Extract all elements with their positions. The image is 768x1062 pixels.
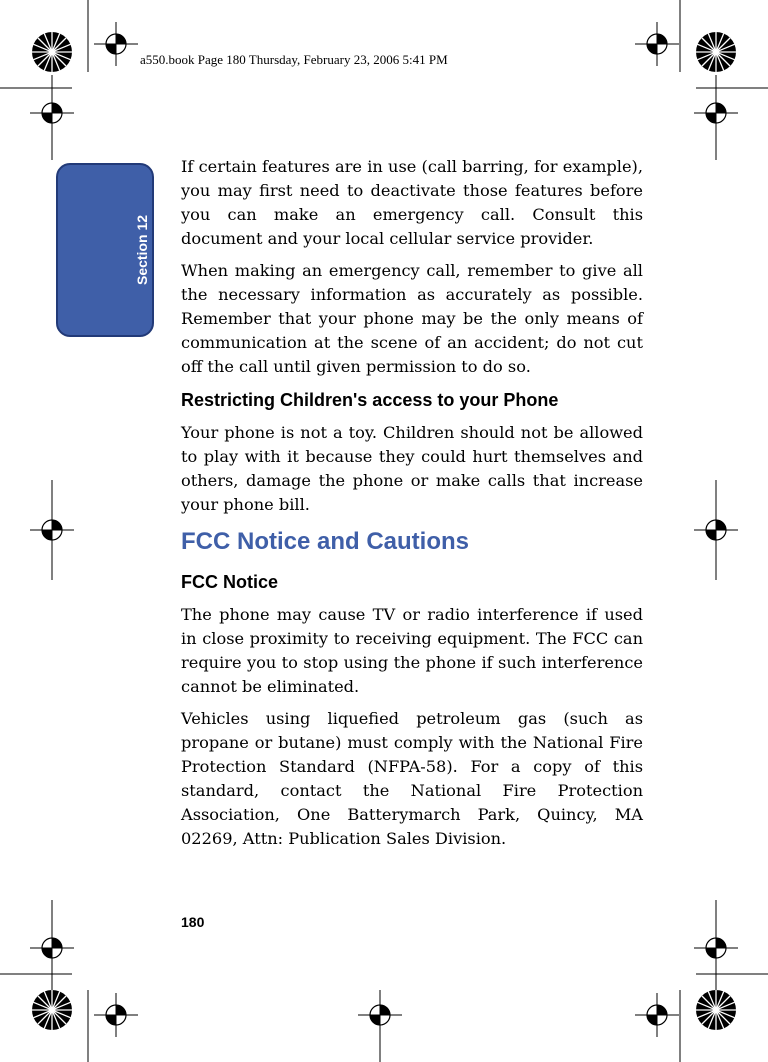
heading-fcc-notice-cautions: FCC Notice and Cautions [181, 528, 470, 555]
page-content [181, 155, 643, 859]
paragraph-interference: The phone may cause TV or radio interference if used in close proximity to receiving equipment. The FCC can require you to stop using the phone if such interference cannot be eliminated. [181, 605, 643, 696]
print-header: a550.book Page 180 Thursday, February 23, 2006 5:41 PM [140, 52, 448, 67]
section-tab-label: Section 12 [134, 214, 150, 286]
paragraph-lpg-vehicles: Vehicles using liquefied petroleum gas (such as propane or butane) must comply with the National Fire Protection Standard (NFPA-58). For a copy of this standard, contact the National Fire Protection Association, One Batterymarch Park, Quincy, MA 02269, Attn: Publication Sales Division. [181, 709, 643, 848]
subheading-fcc-notice: FCC Notice [181, 572, 279, 592]
paragraph-emergency-info: When making an emergency call, remember to give all the necessary information as accurately as possible. Remember that your phone may be the only means of communication at the scene of an accident; do not cut off the call until given permission to do so. [181, 261, 643, 376]
heading-restricting-children: Restricting Children's access to your Phone [181, 390, 559, 410]
page-number: 180 [181, 914, 205, 930]
paragraph-emergency-features: If certain features are in use (call barring, for example), you may first need to deactivate those features before you can make an emergency call. Consult this document and your local cellular service provider. [181, 157, 643, 248]
paragraph-children: Your phone is not a toy. Children should not be allowed to play with it because they could hurt themselves and others, damage the phone or make calls that increase your phone bill. [181, 423, 643, 514]
